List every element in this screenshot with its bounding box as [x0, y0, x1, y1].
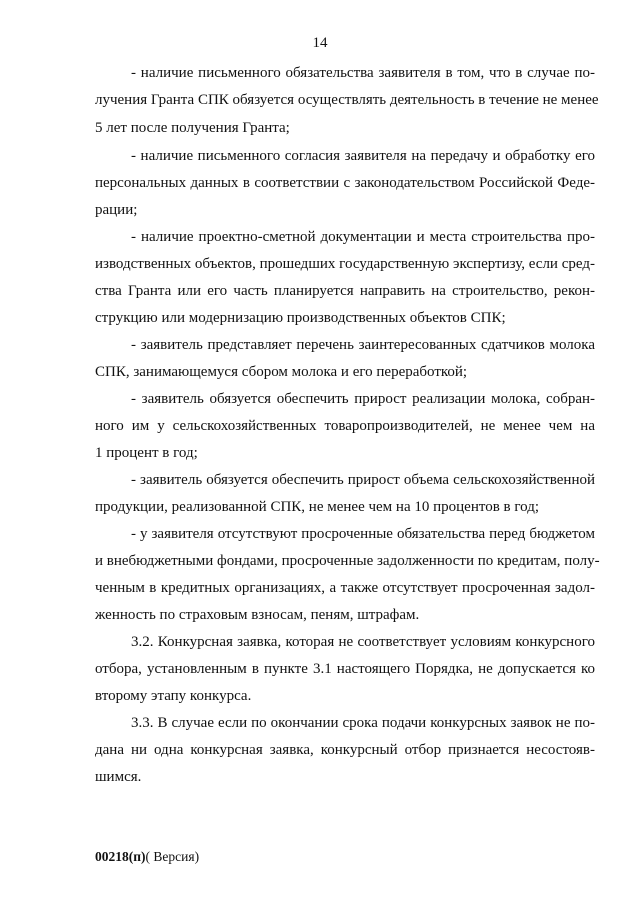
text-line: шимся.: [95, 769, 142, 785]
text-line: рации;: [95, 202, 138, 218]
text-line: - наличие проектно-сметной документации и места строительства про-: [131, 229, 595, 245]
text-line: - заявитель обязуется обеспечить прирост объема сельскохозяйственной: [131, 472, 595, 488]
footer-label: ( Версия): [145, 849, 200, 864]
text-line: и внебюджетными фондами, просроченные задолженности по кредитам, полу-: [95, 553, 600, 569]
text-line: персональных данных в соответствии с законодательством Российской Феде-: [95, 175, 595, 191]
text-line: изводственных объектов, прошедших государственную экспертизу, если сред-: [95, 256, 595, 272]
text-line: СПК, занимающемуся сбором молока и его переработкой;: [95, 364, 468, 380]
text-line: дана ни одна конкурсная заявка, конкурсный отбор признается несостояв-: [95, 742, 595, 758]
text-line: второму этапу конкурса.: [95, 688, 252, 704]
page-number: 14: [312, 35, 328, 51]
text-line: отбора, установленным в пункте 3.1 настоящего Порядка, не допускается ко: [95, 661, 595, 677]
text-line: - заявитель представляет перечень заинтересованных сдатчиков молока: [131, 337, 595, 353]
text-line: ства Гранта или его часть планируется направить на строительство, рекон-: [95, 283, 595, 299]
text-line: 1 процент в год;: [95, 445, 198, 461]
text-line: женность по страховым взносам, пеням, штрафам.: [95, 607, 420, 623]
text-line: лучения Гранта СПК обязуется осуществлять деятельность в течение не менее: [95, 92, 599, 108]
text-line: ченным в кредитных организациях, а также отсутствует просроченная задол-: [95, 580, 595, 596]
text-line: - наличие письменного обязательства заявителя в том, что в случае по-: [131, 65, 595, 81]
text-line: продукции, реализованной СПК, не менее чем на 10 процентов в год;: [95, 499, 540, 515]
text-line: - наличие письменного согласия заявителя на передачу и обработку его: [131, 148, 595, 164]
text-line: 3.2. Конкурсная заявка, которая не соответствует условиям конкурсного: [131, 634, 595, 650]
text-line: - заявитель обязуется обеспечить прирост реализации молока, собран-: [131, 391, 595, 407]
text-line: 5 лет после получения Гранта;: [95, 120, 290, 136]
text-line: - у заявителя отсутствуют просроченные обязательства перед бюджетом: [131, 526, 595, 542]
text-line: струкцию или модернизацию производственных объектов СПК;: [95, 310, 506, 326]
text-line: ного им у сельскохозяйственных товаропроизводителей, не менее чем на: [95, 418, 595, 434]
footer: [95, 849, 199, 865]
footer-code: 00218(п): [95, 849, 146, 864]
text-line: 3.3. В случае если по окончании срока подачи конкурсных заявок не по-: [131, 715, 595, 731]
